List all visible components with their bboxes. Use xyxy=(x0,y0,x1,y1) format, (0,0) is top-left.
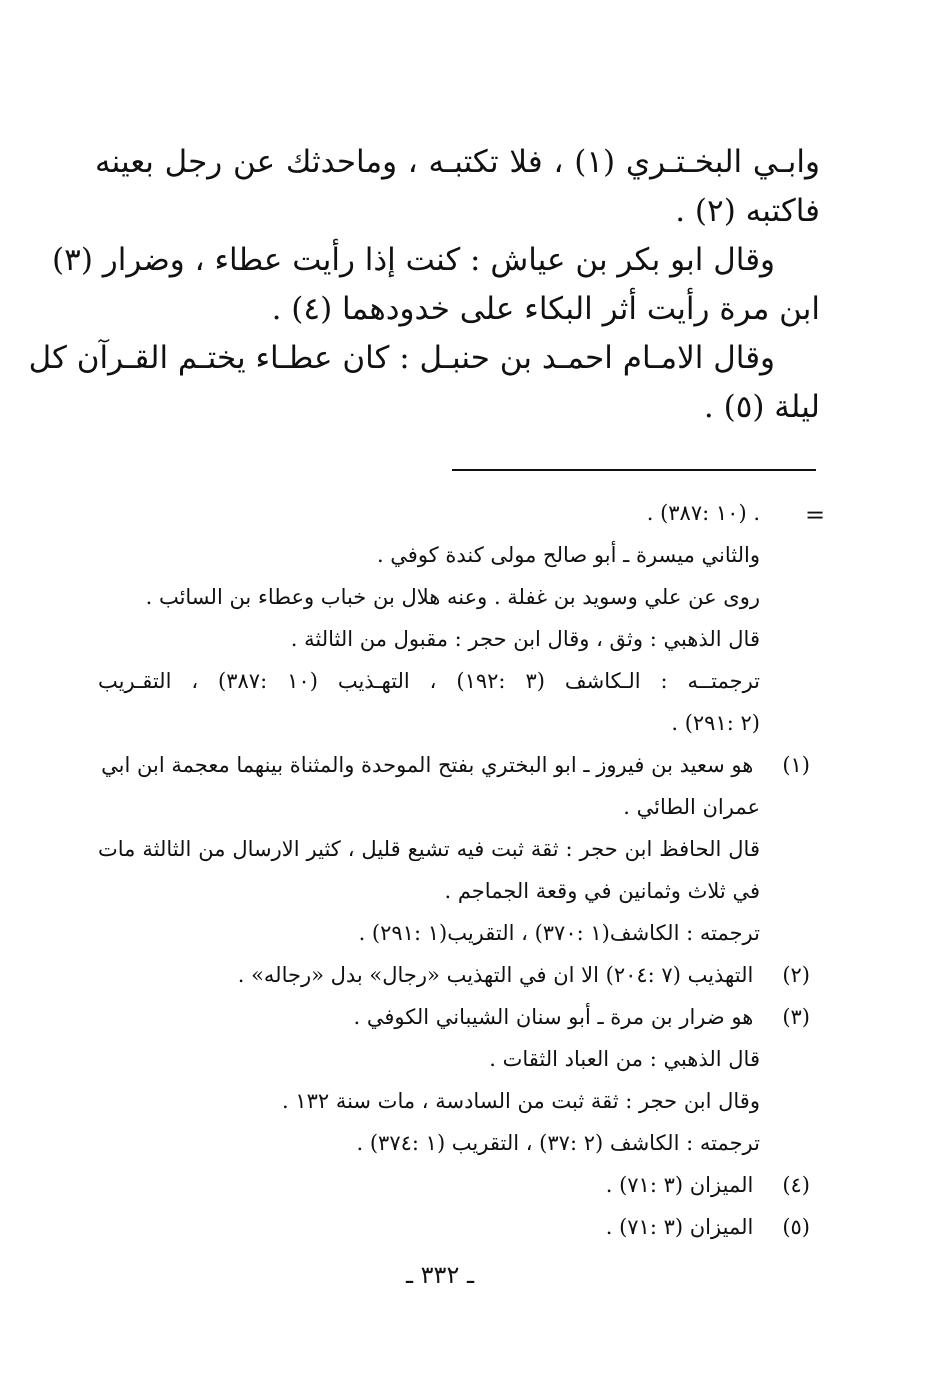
footnote-continuation-line: روى عن علي وسويد بن غفلة . وعنه هلال بن خباب وعطاء بن السائب . xyxy=(145,585,760,609)
footnote-line: قال الذهبي : من العباد الثقات . xyxy=(489,1047,760,1071)
continuation-mark: = xyxy=(805,501,826,529)
footnote-number: (٣) xyxy=(782,1005,810,1029)
footnote-text: هو ضرار بن مرة ـ أبو سنان الشيباني الكوفي . xyxy=(353,1005,754,1029)
main-text-line: وقال ابو بكر بن عياش : كنت إذا رأيت عطاء ، وضرار (٣) xyxy=(52,242,775,278)
footnote-text: الميزان (٣ :٧١) . xyxy=(605,1215,754,1239)
page-number: ـ ٣٣٢ ـ xyxy=(405,1261,474,1289)
footnote-line: قال الحافظ ابن حجر : ثقة ثبت فيه تشيع قليل ، كثير الارسال من الثالثة مات xyxy=(98,837,760,861)
footnote-2 xyxy=(98,954,810,996)
footnote-line: وقال ابن حجر : ثقة ثبت من السادسة ، مات سنة ١٣٢ . xyxy=(281,1089,760,1113)
footnote-divider xyxy=(452,469,816,471)
main-text-line: وقال الامـام احمـد بن حنبـل : كان عطـاء يختـم القـرآن كل xyxy=(28,340,775,376)
footnote-line: عمران الطائي . xyxy=(623,795,760,819)
footnote-number: (٢) xyxy=(782,963,810,987)
footnote-continuation-line: ترجمتــه : الـكاشف (٣ :١٩٢) ، التهـذيب (١٠ :٣٨٧) ، التقـريب xyxy=(98,669,760,693)
main-text-line: ابن مرة رأيت أثر البكاء على خدودهما (٤) . xyxy=(271,291,820,327)
main-text-line: وابـي البخـتـري (١) ، فلا تكتبـه ، وماحدثك عن رجل بعينه xyxy=(95,144,820,180)
footnote-line: ترجمته : الكاشف(١ :٣٧٠) ، التقريب(١ :٢٩١) . xyxy=(358,921,760,945)
footnote-text: التهذيب (٧ :٢٠٤) الا ان في التهذيب «رجال» بدل «رجاله» . xyxy=(237,963,754,987)
footnote-line: ترجمته : الكاشف (٢ :٣٧) ، التقريب (١ :٣٧٤) . xyxy=(356,1131,760,1155)
footnote-number: (١) xyxy=(782,753,810,777)
footnote-1 xyxy=(98,744,810,786)
footnote-continuation-line: قال الذهبي : وثق ، وقال ابن حجر : مقبول من الثالثة . xyxy=(290,627,760,651)
footnote-number: (٤) xyxy=(782,1173,810,1197)
footnote-line: في ثلاث وثمانين في وقعة الجماجم . xyxy=(444,879,760,903)
footnotes xyxy=(98,492,810,1248)
footnote-continuation-line: (٢ :٢٩١) . xyxy=(671,711,760,735)
main-text-line: ليلة (٥) . xyxy=(703,389,820,425)
main-text xyxy=(28,138,820,432)
footnote-continuation-line: والثاني ميسرة ـ أبو صالح مولى كندة كوفي . xyxy=(376,543,760,567)
main-text-line: فاكتبه (٢) . xyxy=(675,193,820,229)
footnote-continuation-line: . (١٠ :٣٨٧) . xyxy=(646,501,760,525)
footnote-4 xyxy=(98,1164,810,1206)
footnote-5 xyxy=(98,1206,810,1248)
footnote-3 xyxy=(98,996,810,1038)
footnote-number: (٥) xyxy=(782,1215,810,1239)
footnote-text: الميزان (٣ :٧١) . xyxy=(605,1173,754,1197)
footnote-text: هو سعيد بن فيروز ـ ابو البختري بفتح الموحدة والمثناة بينهما معجمة ابن ابي xyxy=(101,753,754,777)
